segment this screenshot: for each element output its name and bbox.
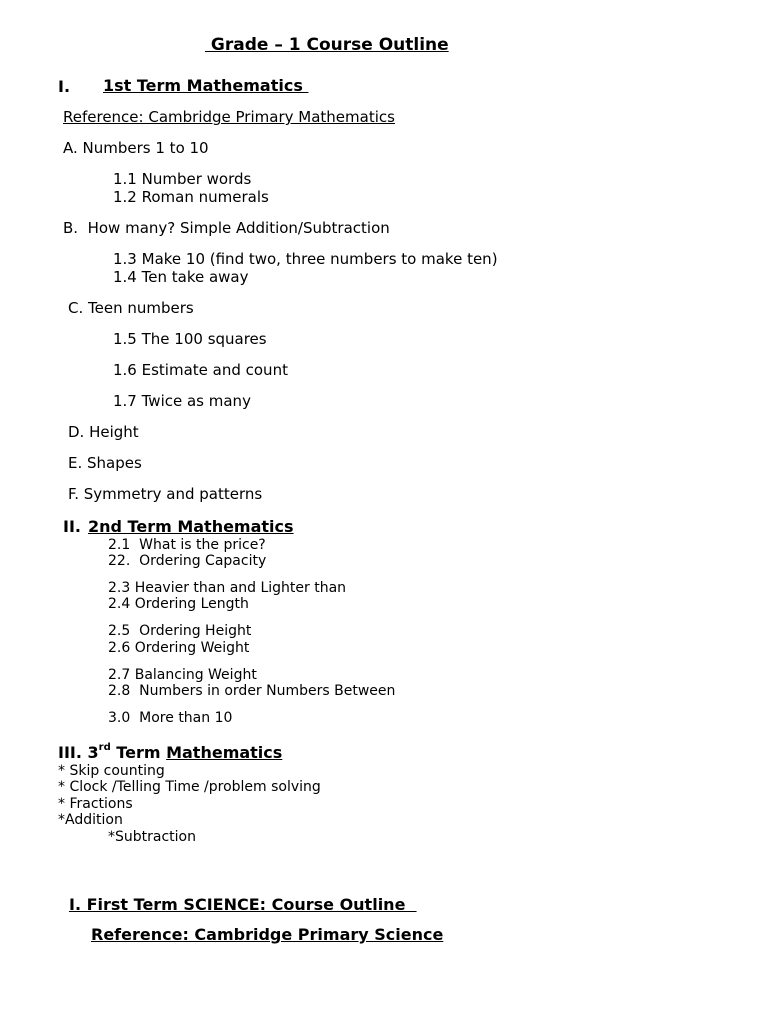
term3-item-addition: *Addition: [58, 812, 123, 828]
item-2-4: 2.4 Ordering Length: [108, 596, 249, 612]
term3-heading: Mathematics: [166, 743, 283, 762]
section-a: A. Numbers 1 to 10: [63, 139, 209, 157]
term1-numeral: I.: [58, 77, 71, 96]
term3-superscript: rd: [98, 742, 111, 753]
section-e: E. Shapes: [68, 454, 142, 472]
item-3-0: 3.0 More than 10: [108, 710, 233, 726]
document-title: Grade – 1 Course Outline: [205, 35, 449, 55]
item-2-1: 2.1 What is the price?: [108, 537, 266, 553]
term3-item-skip-counting: * Skip counting: [58, 763, 165, 779]
item-2-7: 2.7 Balancing Weight: [108, 667, 257, 683]
term1-reference: Reference: Cambridge Primary Mathematics: [63, 108, 395, 126]
term3-item-fractions: * Fractions: [58, 796, 133, 812]
term3-item-clock: * Clock /Telling Time /problem solving: [58, 779, 321, 795]
term1-heading: 1st Term Mathematics: [103, 76, 309, 95]
term2-numeral: II.: [63, 517, 87, 536]
item-2-5: 2.5 Ordering Height: [108, 623, 252, 639]
science-reference: Reference: Cambridge Primary Science: [91, 925, 444, 944]
item-2-8: 2.8 Numbers in order Numbers Between: [108, 683, 396, 699]
item-2-6: 2.6 Ordering Weight: [108, 640, 250, 656]
item-1-6: 1.6 Estimate and count: [113, 361, 288, 379]
item-1-5: 1.5 The 100 squares: [113, 330, 267, 348]
section-f: F. Symmetry and patterns: [68, 485, 263, 503]
term3-prefix: III. 3: [58, 743, 99, 762]
section-c: C. Teen numbers: [68, 299, 194, 317]
item-1-2: 1.2 Roman numerals: [113, 188, 269, 206]
term3-mid: Term: [110, 743, 167, 762]
item-2-3: 2.3 Heavier than and Lighter than: [108, 580, 347, 596]
term3-heading-line: [58, 742, 283, 762]
section-b: B. How many? Simple Addition/Subtraction: [63, 219, 390, 237]
term3-item-subtraction: *Subtraction: [108, 829, 196, 845]
term2-heading: 2nd Term Mathematics: [88, 517, 294, 536]
item-2-2: 22. Ordering Capacity: [108, 553, 267, 569]
item-1-1: 1.1 Number words: [113, 170, 252, 188]
item-1-4: 1.4 Ten take away: [113, 268, 249, 286]
science-heading: I. First Term SCIENCE: Course Outline: [69, 895, 417, 914]
item-1-3: 1.3 Make 10 (find two, three numbers to make ten): [113, 250, 498, 268]
item-1-7: 1.7 Twice as many: [113, 392, 251, 410]
section-d: D. Height: [68, 423, 139, 441]
